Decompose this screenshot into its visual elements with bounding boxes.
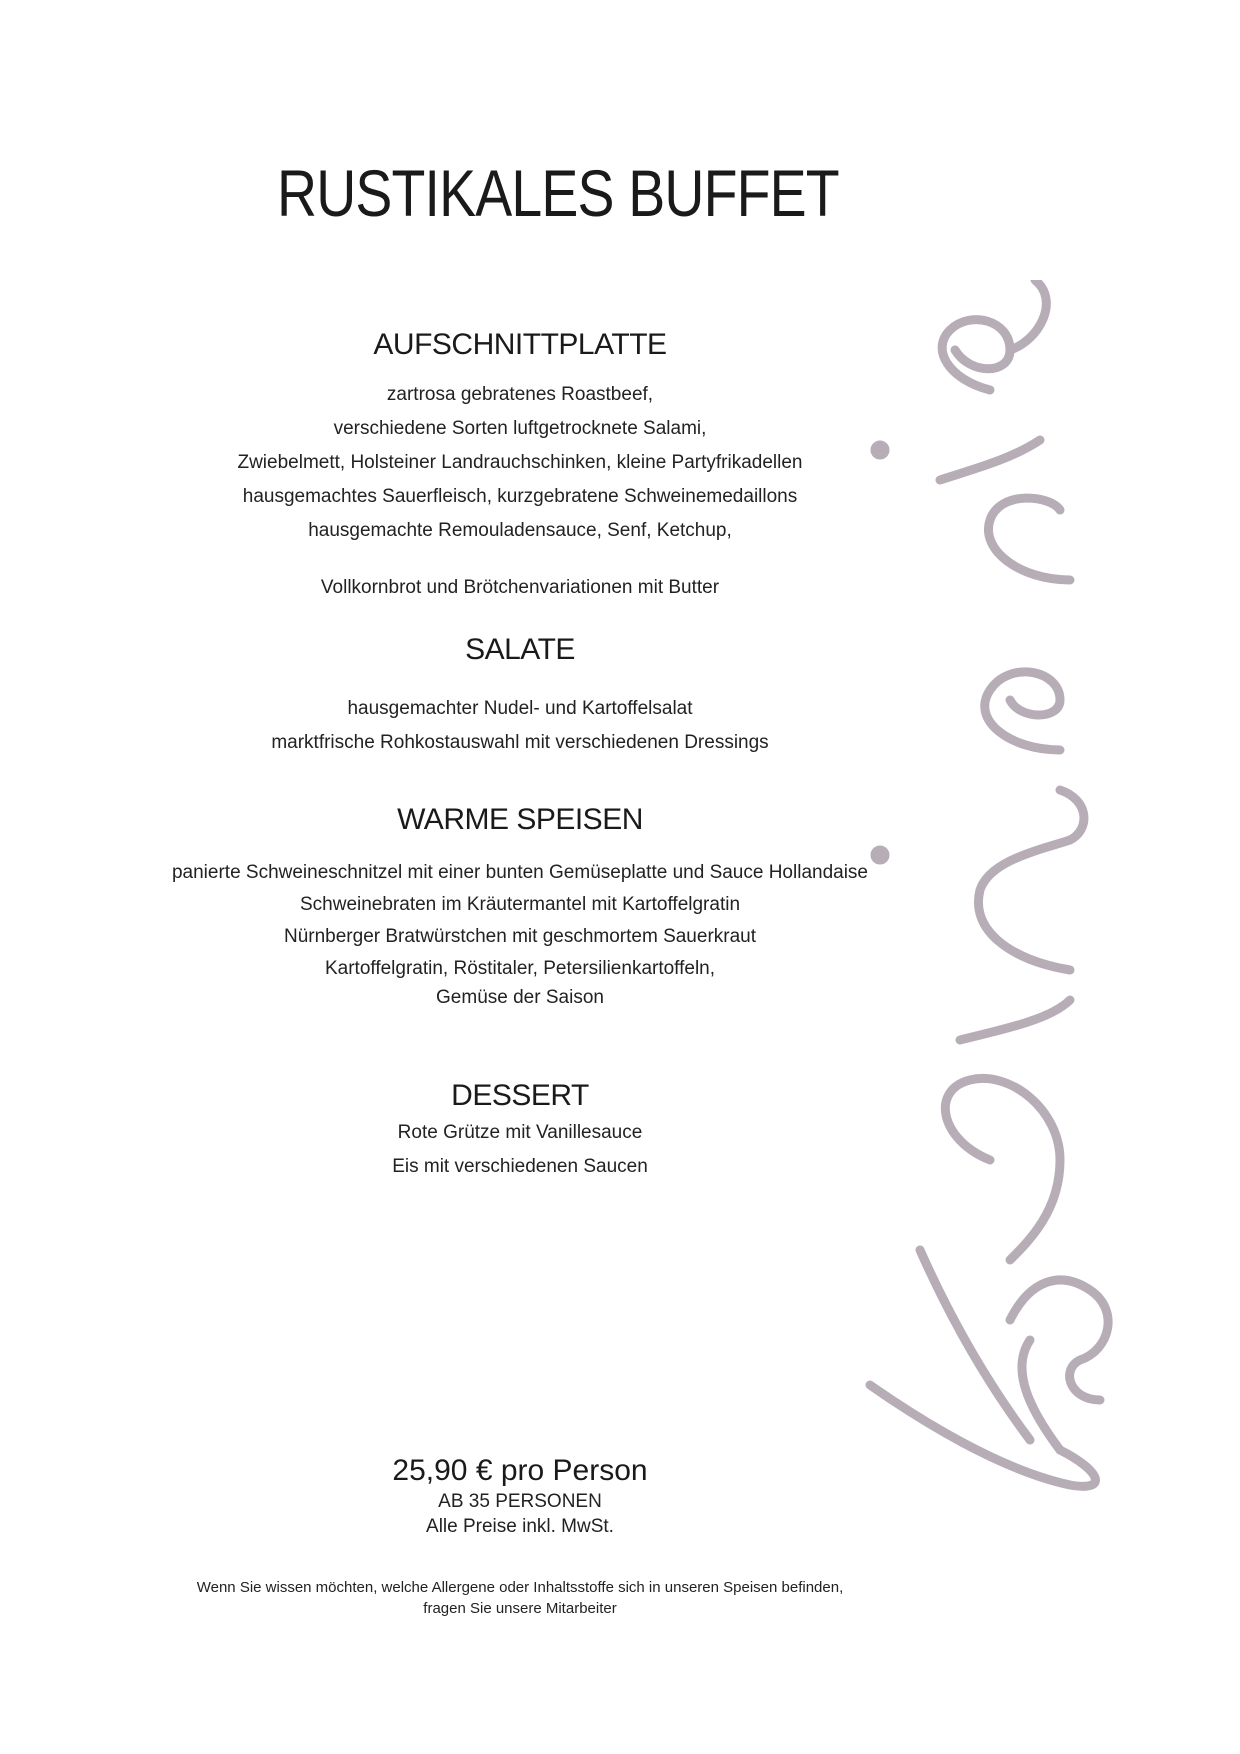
page-title: RUSTIKALES BUFFET [277, 156, 839, 230]
section-aufschnittplatte [140, 327, 900, 363]
section-dessert [140, 1078, 900, 1114]
menu-item: verschiedene Sorten luftgetrocknete Salami, [333, 418, 707, 439]
menu-item: Nürnberger Bratwürstchen mit geschmortem Sauerkraut [283, 926, 757, 947]
tax-note: Alle Preise inkl. MwSt. [426, 1516, 614, 1537]
section-heading: SALATE [465, 633, 575, 666]
warme-speisen-items [140, 857, 900, 1011]
menu-item: Gemüse der Saison [436, 987, 604, 1008]
script-logo [860, 280, 1150, 1510]
minimum-persons: AB 35 PERSONEN [438, 1491, 602, 1512]
allergen-note-line: Wenn Sie wissen möchten, welche Allergene oder Inhaltsstoffe sich in unseren Speisen befinden, [196, 1579, 844, 1596]
menu-item: Vollkornbrot und Brötchenvariationen mit Butter [320, 577, 720, 598]
aufschnitt-bread [140, 571, 900, 605]
menu-item: Kartoffelgratin, Röstitaler, Petersilienkartoffeln, [324, 958, 716, 979]
menu-item: marktfrische Rohkostauswahl mit verschiedenen Dressings [271, 732, 769, 753]
section-heading: AUFSCHNITTPLATTE [373, 328, 667, 361]
menu-item: Eis mit verschiedenen Saucen [392, 1156, 648, 1177]
menu-item: Rote Grütze mit Vanillesauce [397, 1122, 643, 1143]
menu-item: Zwiebelmett, Holsteiner Landrauchschinken, kleine Partyfrikadellen [237, 452, 803, 473]
section-warme-speisen [140, 802, 900, 838]
menu-item: panierte Schweineschnitzel mit einer bunten Gemüseplatte und Sauce Hollandaise [171, 862, 869, 883]
dessert-items [140, 1116, 900, 1184]
section-heading: WARME SPEISEN [397, 803, 643, 836]
menu-item: hausgemachte Remouladensauce, Senf, Ketchup, [308, 520, 732, 541]
menu-item: Schweinebraten im Kräutermantel mit Kartoffelgratin [299, 894, 741, 915]
allergen-note [140, 1577, 900, 1619]
script-strokes [870, 280, 1108, 1486]
menu-item: hausgemachtes Sauerfleisch, kurzgebratene Schweinemedaillons [242, 486, 798, 507]
menu-item: hausgemachter Nudel- und Kartoffelsalat [347, 698, 693, 719]
price-block [140, 1453, 900, 1539]
allergen-note-line: fragen Sie unsere Mitarbeiter [423, 1600, 617, 1617]
section-heading: DESSERT [451, 1079, 589, 1112]
section-salate [140, 632, 900, 668]
aufschnitt-items [140, 378, 900, 548]
salate-items [140, 692, 900, 760]
price-per-person: 25,90 € pro Person [392, 1454, 648, 1487]
menu-item: zartrosa gebratenes Roastbeef, [386, 384, 654, 405]
